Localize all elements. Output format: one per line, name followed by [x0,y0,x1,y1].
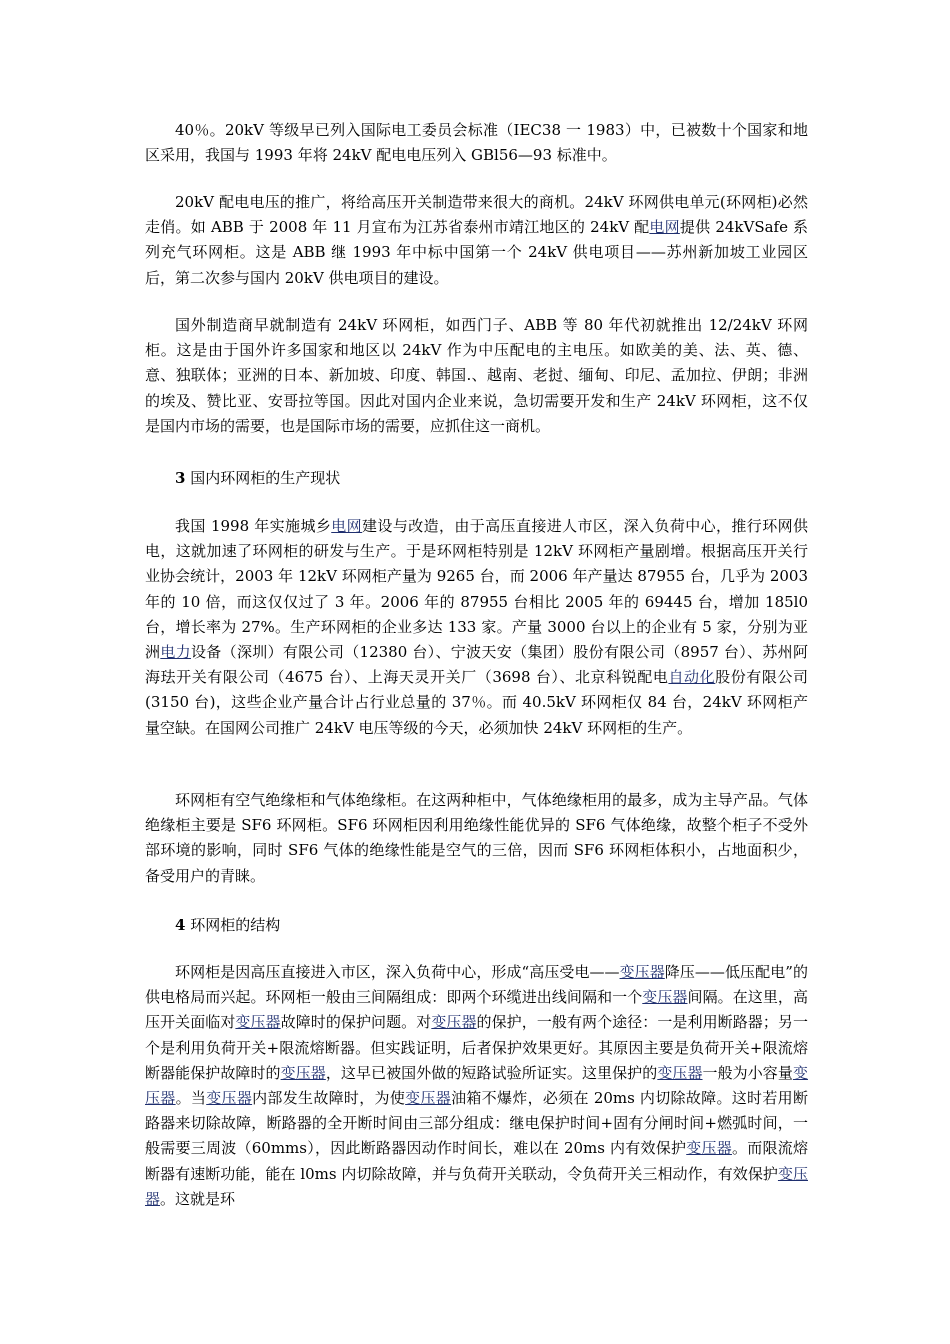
link-transformer[interactable]: 变压器 [619,963,665,981]
paragraph-text: 。而限流熔断器有速断功能，能在 l0ms 内切除故障，并与负荷开关联动，令负荷开关三相动作，有效保护 [145,1139,808,1183]
section-title: 环网柜的结构 [190,916,281,934]
link-transformer[interactable]: 变压器 [431,1013,477,1032]
paragraph-foreign-manufacturers [145,313,808,439]
paragraph-text: 建设与改造，由于高压直接进人市区，深入负荷中心，推行环网供电，这就加速了环网柜的研发与生产。于是环网柜特别是 12kV 环网柜产量剧增。根据高压开关行业协会统计，2003 年 12kV 环网柜产量为 9265 台，而 2006 年产量达 87955 台，几乎为 2003 年的 10 倍，而这仅仅过了 3 年。2006 年的 87955 台相比 2005 年的 69445 台，增加 185l0 台，增长率为 27%。生产环网柜的企业多达 133 家。产量 3000 台以上的企业有 5 家，分别为亚洲 [145,517,808,662]
paragraph-text: 环网柜是因高压直接进入市区，深入负荷中心，形成“高压受电—— [175,963,620,981]
link-transformer[interactable]: 变压器 [405,1089,452,1108]
paragraph-text: 一般为小容量 [702,1063,793,1082]
paragraph-text: 故障时的保护问题。对 [280,1013,432,1032]
paragraph-20kv-promotion [145,190,808,291]
paragraph-text: 环网柜有空气绝缘柜和气体绝缘柜。在这两种柜中，气体绝缘柜用的最多，成为主导产品。气体绝缘柜主要是 SF6 环网柜。SF6 环网柜因利用绝缘性能优异的 SF6 气体绝缘，故整个柜子不受外部环境的影响，同时 SF6 气体的绝缘性能是空气的三倍，因而 SF6 环网柜体积小，占地面积少，备受用户的青睐。 [145,791,808,885]
section-heading-3 [145,466,808,491]
link-grid[interactable]: 电网 [331,517,363,535]
paragraph-iec-standard [145,118,808,168]
section-number: 3 [175,469,186,487]
paragraph-domestic-production [145,514,808,741]
paragraph-text: 降压——低压配电”的供电格局而兴起。环网柜一般由三间隔组成：即两个环缆进出线间隔和一个 [145,963,808,1007]
paragraph-text: 国外制造商早就制造有 24kV 环网柜，如西门子、ABB 等 80 年代初就推出 12/24kV 环网柜。这是由于国外许多国家和地区以 24kV 作为中压配电的主电压。如欧美的美、法、英、德、意、独联体；亚洲的日本、新加坡、印度、韩国.、越南、老挝、缅甸、印尼、孟加拉、伊朗；非洲的埃及、赞比亚、安哥拉等国。因此对国内企业来说，急切需要开发和生产 24kV 环网柜，这不仅是国内市场的需要，也是国际市场的需要，应抓住这一商机。 [145,316,808,435]
section-number: 4 [175,916,186,934]
link-automation[interactable]: 自动化 [668,668,716,687]
paragraph-text: 。当 [175,1089,207,1108]
paragraph-text: 20kV 配电电压的推广，将给高压开关制造带来很大的商机。24kV 环网供电单元(环网柜)必然走俏。如 ABB 于 2008 年 11 月宣布为江苏省泰州市靖江地区的 24kV 配 [145,193,808,237]
paragraph-text: 。这就是环 [160,1189,236,1208]
link-transformer[interactable]: 变压器 [145,1063,808,1108]
paragraph-text: 油箱不爆炸，必须在 20ms 内切除故障。这时若用断路器来切除故障，断路器的全开断时间由三部分组成：继电保护时间+固有分闸时间+燃弧时间，一般需要三周波（60mms），因此断路器因动作时间长，难以在 20ms 内有效保护 [145,1089,808,1158]
paragraph-text: 间隔。在这里，高压开关面临对 [145,988,808,1032]
paragraph-ring-main-structure [145,960,808,1212]
section-title: 国内环网柜的生产现状 [190,469,341,487]
link-transformer[interactable]: 变压器 [145,1164,808,1208]
paragraph-text: 40％。20kV 等级早已列入国际电工委员会标准（IEC38 一 1983）中，已被数十个国家和地区采用，我国与 1993 年将 24kV 配电电压列入 GBl56—93 标准中。 [145,121,808,165]
paragraph-text: 设备（深圳）有限公司（12380 台）、宁波天安（集团）股份有限公司（8957 台）、苏州阿海珐开关有限公司（4675 台）、上海天灵开关厂（3698 台）、北京科锐配电 [145,643,808,687]
link-power[interactable]: 电力 [160,643,191,662]
link-grid[interactable]: 电网 [649,218,680,237]
paragraph-text: 内部发生故障时，为使 [252,1089,406,1108]
paragraph-text: 提供 24kVSafe 系列充气环网柜。这是 ABB 继 1993 年中标中国第一个 24kV 供电项目——苏州新加坡工业园区后，第二次参与国内 20kV 供电项目的建设。 [145,218,808,287]
link-transformer[interactable]: 变压器 [206,1089,253,1108]
paragraph-text: 我国 1998 年实施城乡 [175,517,332,535]
link-transformer[interactable]: 变压器 [657,1063,703,1082]
paragraph-text: 的保护，一般有两个途径：一是利用断路器；另一个是利用负荷开关+限流熔断器。但实践证明，后者保护效果更好。其原因主要是负荷开关+限流熔断器能保护故障时的 [145,1013,808,1082]
paragraph-insulation-types [145,788,808,889]
paragraph-text: 股份有限公司(3150 台)，这些企业产量合计占行业总量的 37％。而 40.5kV 环网柜仅 84 台，24kV 环网柜产量空缺。在国网公司推广 24kV 电压等级的今天，必须加快 24kV 环网柜的生产。 [145,668,808,737]
link-transformer[interactable]: 变压器 [235,1013,281,1032]
paragraph-text: ，这早已被国外做的短路试验所证实。这里保护的 [325,1063,658,1082]
link-transformer[interactable]: 变压器 [686,1139,732,1158]
section-heading-4 [145,913,808,938]
link-transformer[interactable]: 变压器 [280,1063,326,1082]
link-transformer[interactable]: 变压器 [642,988,688,1007]
